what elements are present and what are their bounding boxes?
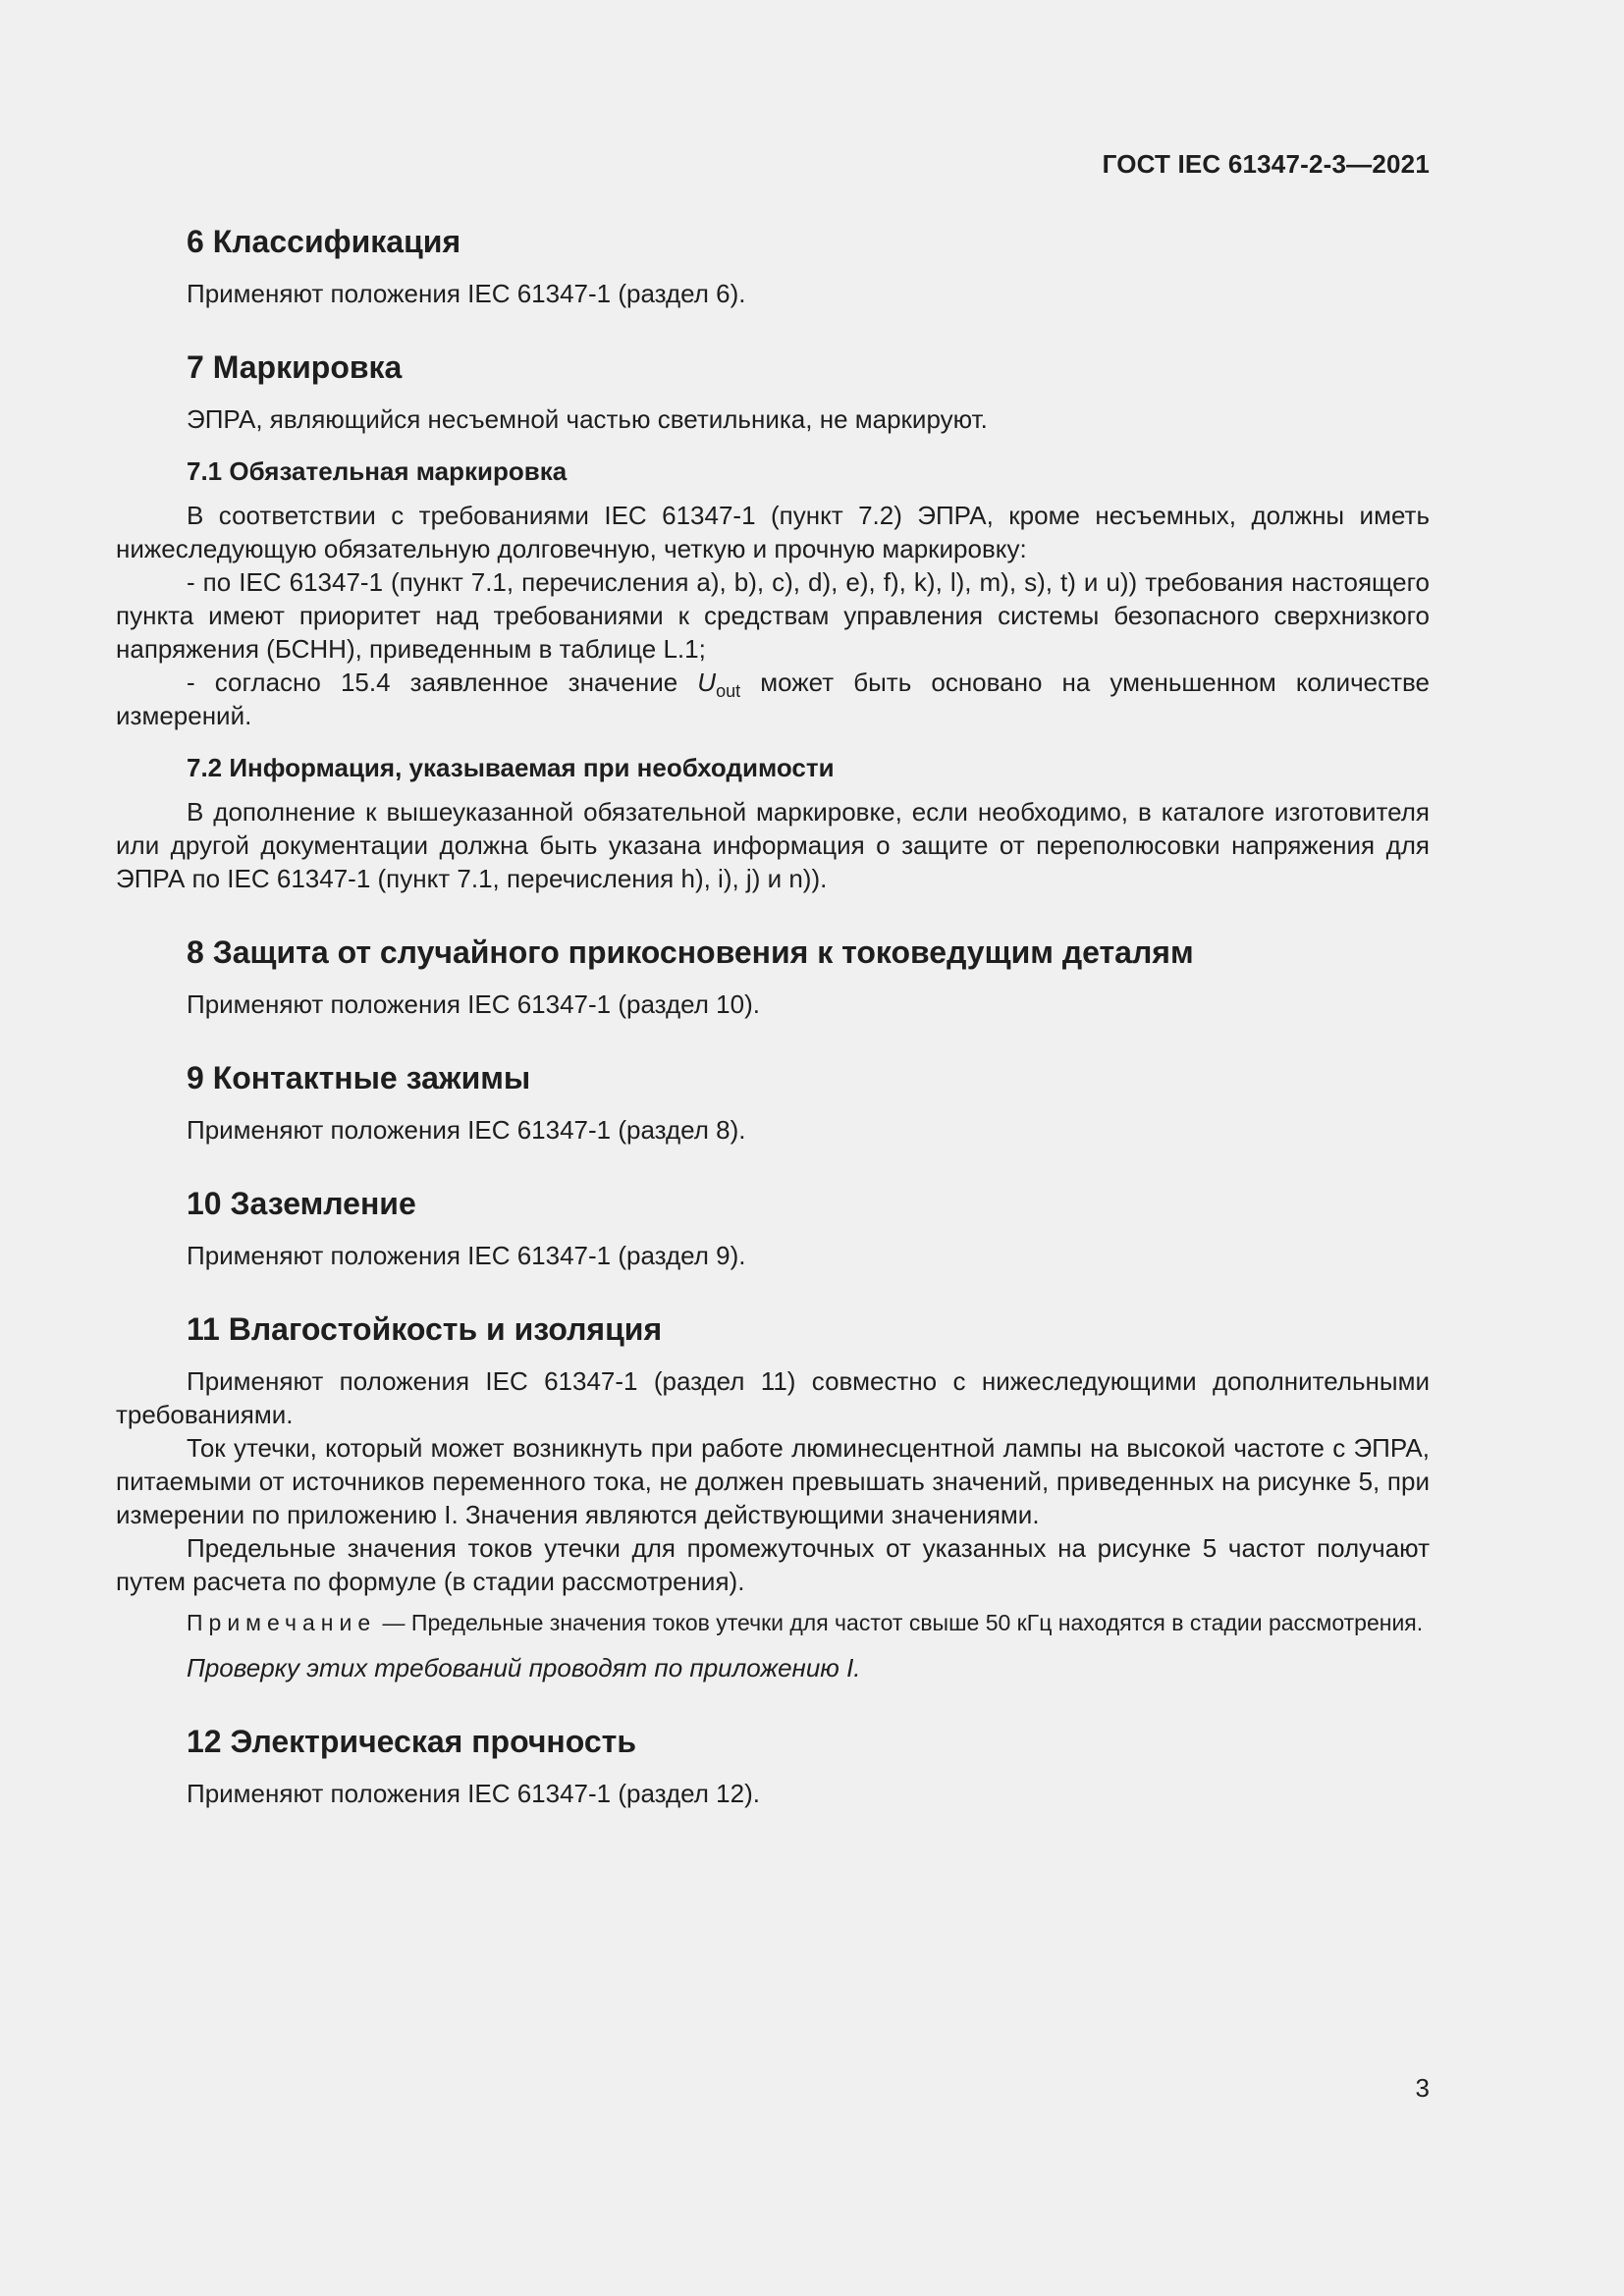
section-8-title: 8 Защита от случайного прикосновения к токоведущим деталям xyxy=(187,934,1194,970)
section-11-title: 11 Влагостойкость и изоляция xyxy=(187,1311,663,1347)
para-3-start: - согласно 15.4 заявленное значение xyxy=(187,667,698,697)
section-12-title: 12 Электрическая прочность xyxy=(187,1724,636,1759)
section-11-verification: Проверку этих требований проводят по приложению I. xyxy=(187,1653,861,1682)
section-9-title: 9 Контактные зажимы xyxy=(187,1060,531,1095)
document-id-header: ГОСТ IEC 61347-2-3—2021 xyxy=(1102,149,1430,179)
section-6-text: Применяют положения IEC 61347-1 (раздел 6). xyxy=(187,279,746,308)
section-7-1-para-2: - по IEC 61347-1 (пункт 7.1, перечисления a), b), c), d), e), f), k), l), m), s), t) и u)) требования настоящего пункта имеют приоритет над требованиями к средствам управления системы безопасного сверхнизкого напряжения (БСНН), приведенным в таблице L.1; xyxy=(116,567,1430,664)
document-body xyxy=(116,220,1430,1810)
section-6-title: 6 Классификация xyxy=(187,224,461,259)
section-7-2-title: 7.2 Информация, указываемая при необходимости xyxy=(187,753,835,782)
section-7-1-para-1: В соответствии с требованиями IEC 61347-1 (пункт 7.2) ЭПРА, кроме несъемных, должны иметь нижеследующую обязательную долговечную, четкую и прочную маркировку: xyxy=(116,501,1430,563)
section-9-text: Применяют положения IEC 61347-1 (раздел 8). xyxy=(187,1115,746,1145)
note-text: — Предельные значения токов утечки для частот свыше 50 кГц находятся в стадии рассмотрения. xyxy=(376,1610,1424,1635)
uout-subscript: out xyxy=(716,681,741,701)
page-number: 3 xyxy=(1415,2073,1430,2103)
section-10-text: Применяют положения IEC 61347-1 (раздел 9). xyxy=(187,1241,746,1270)
section-11-para-3: Предельные значения токов утечки для промежуточных от указанных на рисунке 5 частот получают путем расчета по формуле (в стадии рассмотрения). xyxy=(116,1533,1430,1596)
section-11-note xyxy=(116,1608,1430,1637)
section-7-title: 7 Маркировка xyxy=(187,349,403,385)
section-8-text: Применяют положения IEC 61347-1 (раздел 10). xyxy=(187,989,760,1019)
section-7-2-para-1: В дополнение к вышеуказанной обязательной маркировке, если необходимо, в каталоге изготовителя или другой документации должна быть указана информация о защите от переполюсовки напряжения для ЭПРА по IEC 61347-1 (пункт 7.1, перечисления h), i), j) и n)). xyxy=(116,797,1430,893)
section-10-title: 10 Заземление xyxy=(187,1186,416,1221)
uout-symbol: U xyxy=(697,667,717,697)
section-11-para-2: Ток утечки, который может возникнуть при работе люминесцентной лампы на высокой частоте с ЭПРА, питаемыми от источников переменного тока, не должен превышать значений, приведенных на рисунке 5, при измерении по приложению I. Значения являются действующими значениями. xyxy=(116,1433,1430,1529)
section-7-text: ЭПРА, являющийся несъемной частью светильника, не маркируют. xyxy=(187,404,988,434)
section-12-text: Применяют положения IEC 61347-1 (раздел 12). xyxy=(187,1779,760,1808)
para-3-end: может быть основано на уменьшенном количестве измерений. xyxy=(116,667,1430,730)
section-7-1-para-3 xyxy=(116,666,1430,732)
section-11-para-1: Применяют положения IEC 61347-1 (раздел 11) совместно с нижеследующими дополнительными требованиями. xyxy=(116,1366,1430,1429)
note-label: Примечание xyxy=(187,1610,377,1635)
section-7-1-title: 7.1 Обязательная маркировка xyxy=(187,456,568,486)
